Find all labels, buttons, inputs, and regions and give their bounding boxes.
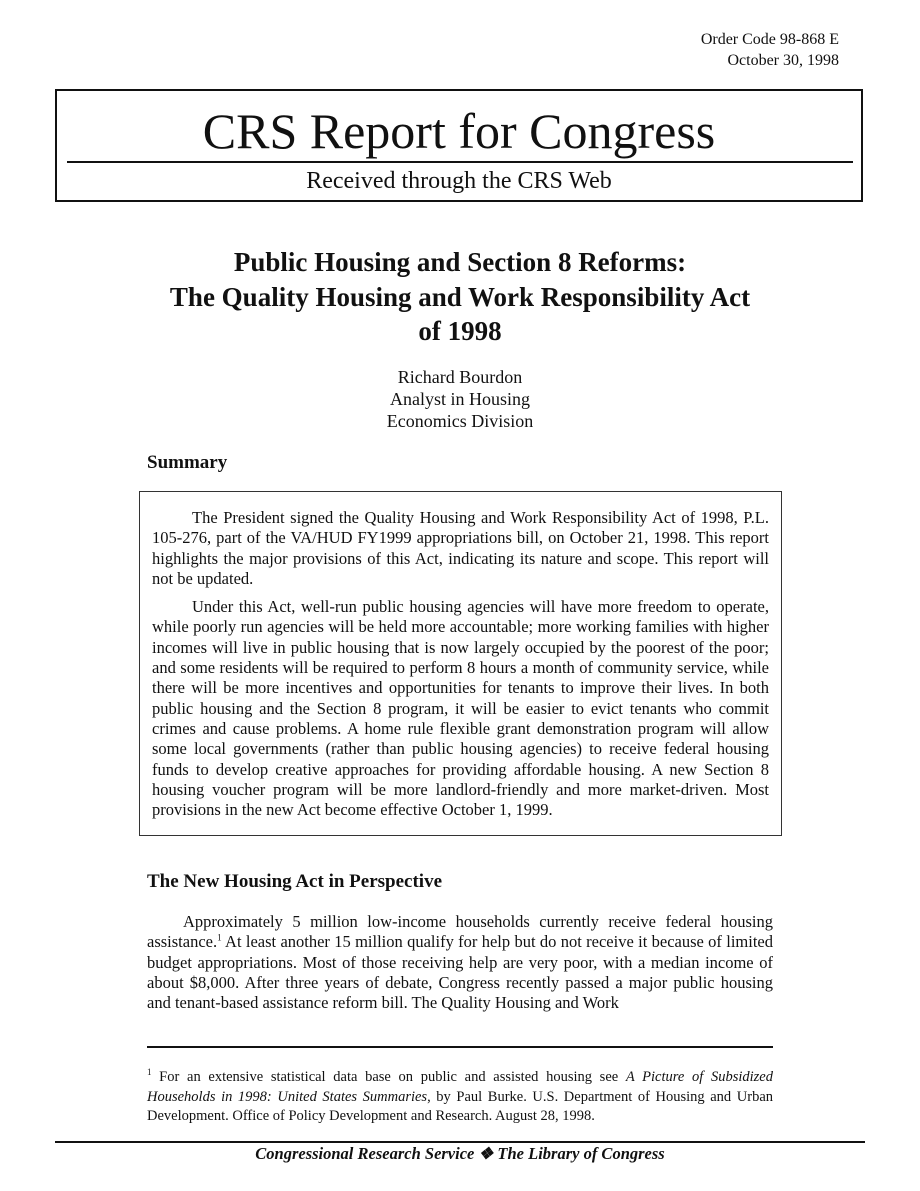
author-division: Economics Division [386,411,534,431]
footnote-reference[interactable]: 1 [217,932,222,943]
summary-paragraph: The President signed the Quality Housing and Work Responsibility Act of 1998, P.L. 105-276, part of the VA/HUD FY1999 appropriations bill, on October 21, 1998. This report highlights the major provisions of this Act, indicating its nature and scope. This report will not be updated. [152,508,769,588]
order-code: Order Code 98-868 E [700,31,839,48]
footnote-marker: 1 [147,1067,152,1078]
footnote-text-before: For an extensive statistical data base on public and assisted housing see [151,1069,626,1085]
footnote-divider [147,1046,773,1048]
page-footer: Congressional Research Service ❖ The Library of Congress [255,1144,665,1163]
report-title-line-3: of 1998 [418,316,502,346]
banner-subtitle: Received through the CRS Web [306,168,612,194]
report-banner [55,89,863,202]
section-text-part-2: At least another 15 million qualify for help but do not receive it because of limited budget appropriations. Most of those receiving help are very poor, with a median income of about $8,000. After three years of debate, Congress recently passed a major public housing and tenant-based assistance reform bill. The Quality Housing and Work [147,932,773,1013]
section-paragraph [147,912,773,1013]
footnote-cited-title: A Picture of Subsidized Households in 1998: United States Summaries [147,1069,773,1105]
banner-divider [67,161,853,163]
summary-box [139,491,782,836]
footer-divider [55,1141,865,1143]
footnote-text-after: , by Paul Burke. U.S. Department of Housing and Urban Development. Office of Policy Development and Research. August 28, 1998. [147,1088,774,1124]
report-title-line-1: Public Housing and Section 8 Reforms: [233,247,687,277]
section-body [147,912,773,1013]
report-order-info [701,29,839,71]
author-title: Analyst in Housing [389,389,530,409]
banner-title: CRS Report for Congress [202,103,716,159]
summary-paragraph: Under this Act, well-run public housing agencies will have more freedom to operate, while poorly run agencies will be held more accountable; more working families with higher incomes will live in public housing that is now largely occupied by the poorest of the poor; and some residents will be required to perform 8 hours a month of community service, while there will be more incentives and opportunities for tenants to improve their lives. In both public housing and the Section 8 program, it will be easier to evict tenants who commit crimes and cause problems. A home rule flexible grant demonstration program will allow some local governments (rather than public housing agencies) to receive federal housing funds to develop creative approaches for providing affordable housing. A new Section 8 housing voucher program will be more landlord-friendly and more market-driven. Most provisions in the new Act become effective October 1, 1999. [152,597,769,820]
section-text-part-1: Approximately 5 million low-income households currently receive federal housing assistance. [147,912,773,952]
footnote [147,1068,773,1127]
summary-heading: Summary [147,452,228,473]
report-date: October 30, 1998 [727,52,839,69]
report-title-line-2: The Quality Housing and Work Responsibility Act [169,282,751,312]
author-name: Richard Bourdon [397,367,523,387]
section-heading: The New Housing Act in Perspective [147,871,443,892]
